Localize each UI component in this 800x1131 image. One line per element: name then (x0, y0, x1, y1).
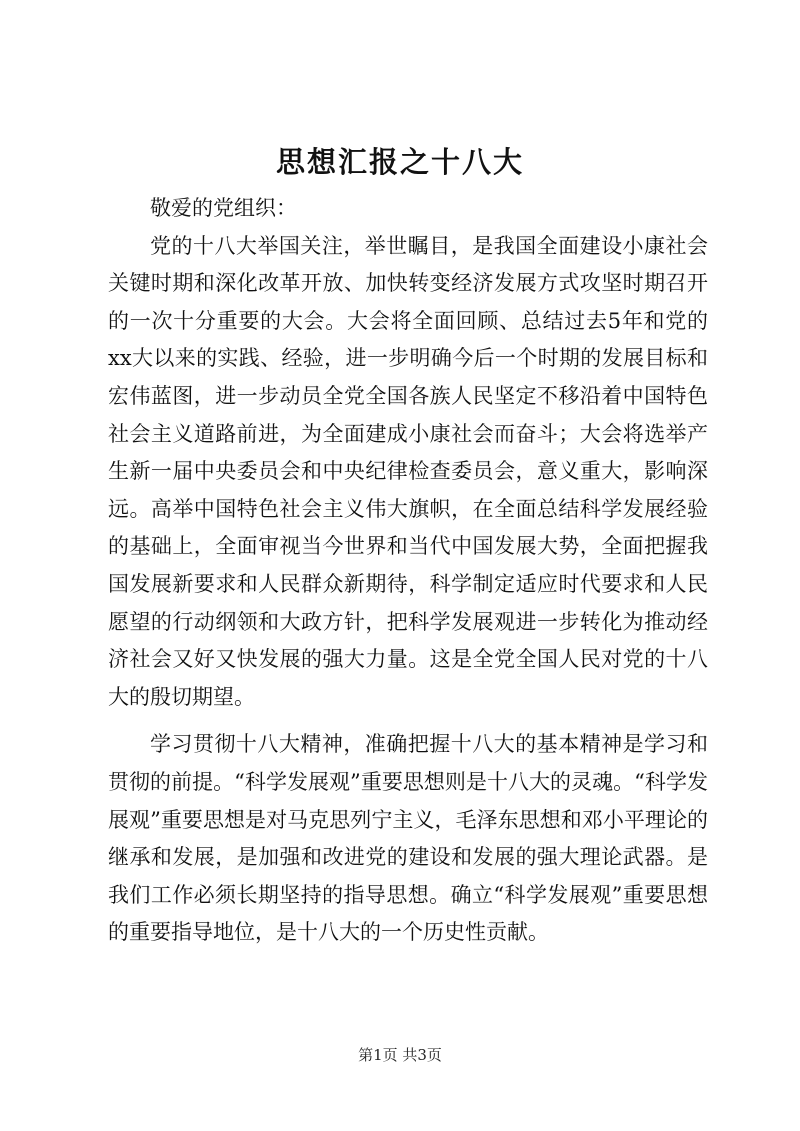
page-number-footer: 第1页 共3页 (358, 1046, 442, 1064)
page-title: 思想汇报之十八大 (275, 145, 524, 179)
paragraph-1: 党的十八大举国关注，举世瞩目，是我国全面建设小康社会关键时期和深化改革开放、加快转变经济发展方式攻坚时期召开的一次十分重要的大会。大会将全面回顾、总结过去5年和党的xx大以来的实践、经验，进一步明确今后一个时期的发展目标和宏伟蓝图，进一步动员全党全国各族人民坚定不移沿着中国特色社会主义道路前进，为全面建成小康社会而奋斗；大会将选举产生新一届中央委员会和中央纪律检查委员会，意义重大，影响深远。高举中国特色社会主义伟大旗帜，在全面总结科学发展经验的基础上，全面审视当今世界和当代中国发展大势，全面把握我国发展新要求和人民群众新期待，科学制定适应时代要求和人民愿望的行动纲领和大政方针，把科学发展观进一步转化为推动经济社会又好又快发展的强大力量。这是全党全国人民对党的十八大的殷切期望。 (108, 233, 708, 709)
salutation: 敬爱的党组织： (150, 196, 297, 220)
paragraph-2: 学习贯彻十八大精神，准确把握十八大的基本精神是学习和贯彻的前提。“科学发展观”重要思想则是十八大的灵魂。“科学发展观”重要思想是对马克思列宁主义，毛泽东思想和邓小平理论的继承和发展，是加强和改进党的建设和发展的强大理论武器。是我们工作必须长期坚持的指导思想。确立“科学发展观”重要思想的重要指导地位，是十八大的一个历史性贡献。 (108, 732, 708, 945)
document-body (108, 190, 708, 952)
